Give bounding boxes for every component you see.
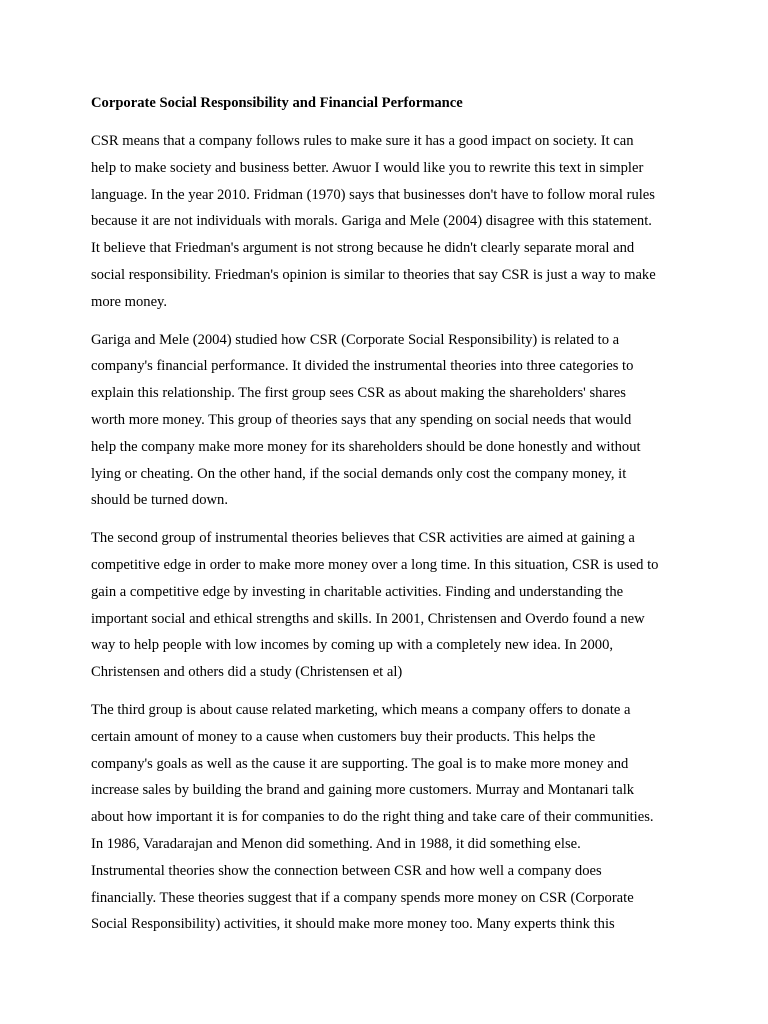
text-line: worth more money. This group of theories says that any spending on social needs that would <box>91 411 632 428</box>
text-line: In 1986, Varadarajan and Menon did something. And in 1988, it did something else. <box>91 835 581 852</box>
text-line: CSR means that a company follows rules to make sure it has a good impact on society. It can <box>91 133 634 149</box>
text-line: help to make society and business better. Awuor I would like you to rewrite this text in simpler <box>91 159 644 176</box>
document-title: Corporate Social Responsibility and Financial Performance <box>91 95 463 111</box>
paragraph-2 <box>91 327 681 515</box>
text-line: explain this relationship. The first group sees CSR as about making the shareholders' shares <box>91 385 626 402</box>
paragraph-1 <box>91 128 681 316</box>
paragraph-4 <box>91 697 681 938</box>
text-line: It believe that Friedman's argument is not strong because he didn't clearly separate moral and <box>91 240 635 257</box>
text-line: certain amount of money to a cause when customers buy their products. This helps the <box>91 728 596 745</box>
text-line: financially. These theories suggest that if a company spends more money on CSR (Corporate <box>91 889 634 906</box>
text-line: language. In the year 2010. Fridman (1970) says that businesses don't have to follow moral rules <box>91 186 655 203</box>
text-line: Instrumental theories show the connection between CSR and how well a company does <box>91 862 602 879</box>
text-line: gain a competitive edge by investing in charitable activities. Finding and understanding the <box>91 583 624 600</box>
text-line: because it are not individuals with morals. Gariga and Mele (2004) disagree with this statement. <box>91 213 652 230</box>
text-line: The second group of instrumental theories believes that CSR activities are aimed at gaining a <box>91 530 635 547</box>
text-line: important social and ethical strengths and skills. In 2001, Christensen and Overdo found a new <box>91 610 645 627</box>
text-line: help the company make more money for its shareholders should be done honestly and without <box>91 438 641 455</box>
text-line: Christensen and others did a study (Christensen et al) <box>91 664 403 681</box>
text-line: lying or cheating. On the other hand, if the social demands only cost the company money, it <box>91 465 627 482</box>
text-line: about how important it is for companies to do the right thing and take care of their communities. <box>91 809 654 826</box>
paragraph-3 <box>91 525 681 686</box>
text-line: more money. <box>91 293 168 310</box>
text-line: company's goals as well as the cause it are supporting. The goal is to make more money and <box>91 755 629 772</box>
text-line: increase sales by building the brand and gaining more customers. Murray and Montanari talk <box>91 782 635 799</box>
text-line: Social Responsibility) activities, it should make more money too. Many experts think this <box>91 916 615 933</box>
text-line: way to help people with low incomes by coming up with a completely new idea. In 2000, <box>91 637 614 654</box>
text-line: social responsibility. Friedman's opinion is similar to theories that say CSR is just a way to make <box>91 266 656 283</box>
text-line: The third group is about cause related marketing, which means a company offers to donate a <box>91 701 631 718</box>
text-line: Gariga and Mele (2004) studied how CSR (Corporate Social Responsibility) is related to a <box>91 331 620 348</box>
text-line: should be turned down. <box>91 492 229 509</box>
text-line: company's financial performance. It divided the instrumental theories into three categories to <box>91 358 634 375</box>
text-line: competitive edge in order to make more money over a long time. In this situation, CSR is used to <box>91 556 659 573</box>
document-body <box>91 92 681 949</box>
